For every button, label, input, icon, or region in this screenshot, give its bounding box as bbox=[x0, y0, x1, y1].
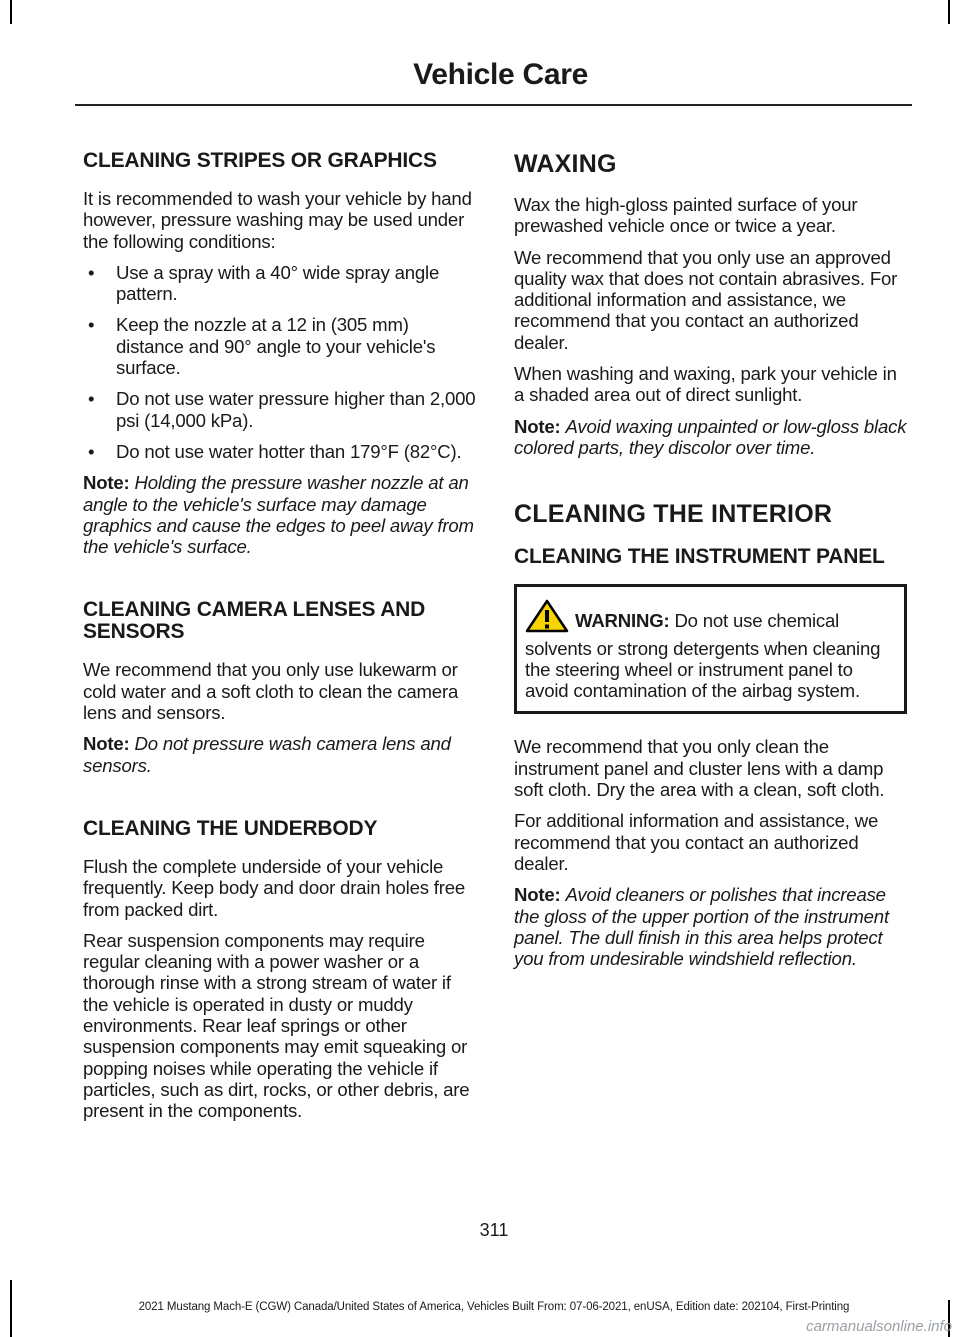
section-cleaning-stripes bbox=[83, 150, 476, 557]
stripes-note: Note: Holding the pressure washer nozzle at an angle to the vehicle's surface may damage graphics and cause the edges to peel away from the vehicle's surface. bbox=[83, 472, 474, 558]
list-item: • Do not use water pressure higher than 2,000 psi (14,000 kPa). bbox=[88, 388, 476, 431]
section-camera-lenses bbox=[83, 599, 476, 775]
stripes-intro: It is recommended to wash your vehicle by hand however, pressure washing may be used under the following conditions: bbox=[83, 188, 472, 252]
section-heading-instrument: CLEANING THE INSTRUMENT PANEL bbox=[514, 545, 885, 569]
instrument-paragraph-2: For additional information and assistance, we recommend that you contact an authorized dealer. bbox=[514, 810, 879, 874]
left-column bbox=[83, 136, 476, 1132]
crop-mark-top-left bbox=[10, 0, 12, 24]
instrument-paragraph-1: We recommend that you only clean the instrument panel and cluster lens with a damp soft cloth. Dry the area with a clean, soft cloth. bbox=[514, 736, 885, 801]
underbody-paragraph-1: Flush the complete underside of your vehicle frequently. Keep body and door drain holes free from packed dirt. bbox=[83, 855, 466, 920]
section-heading-interior: CLEANING THE INTERIOR bbox=[514, 500, 833, 529]
crop-mark-top-right bbox=[948, 0, 950, 24]
list-item: • Keep the nozzle at a 12 in (305 mm) distance and 90° angle to your vehicle's surface. bbox=[88, 314, 436, 379]
list-item: • Use a spray with a 40° wide spray angle pattern. bbox=[88, 261, 440, 305]
section-heading-camera: CLEANING CAMERA LENSES AND SENSORS bbox=[83, 598, 426, 644]
warning-triangle-icon bbox=[525, 599, 569, 637]
bullet-dot: • bbox=[88, 440, 95, 462]
bullet-dot: • bbox=[88, 261, 95, 283]
section-heading-stripes: CLEANING STRIPES OR GRAPHICS bbox=[83, 149, 437, 172]
warning-box bbox=[514, 584, 907, 714]
section-waxing bbox=[514, 150, 907, 458]
waxing-paragraph-1: Wax the high-gloss painted surface of your prewashed vehicle once or twice a year. bbox=[514, 194, 858, 237]
list-item: • Do not use water hotter than 179°F (82°C). bbox=[88, 440, 462, 462]
waxing-paragraph-3: When washing and waxing, park your vehicle in a shaded area out of direct sunlight. bbox=[514, 363, 897, 406]
bullet-dot: • bbox=[88, 388, 95, 410]
underbody-paragraph-2: Rear suspension components may require regular cleaning with a power washer or a thorough rinse with a strong stream of water if the vehicle is operated in dusty or muddy environments. Rear leaf springs or other suspension components may emit squeaking or popping noises while operating the vehicle if particles, such as dirt, rocks, or other debris, are present in the components. bbox=[83, 929, 470, 1122]
section-underbody bbox=[83, 818, 476, 1122]
footer-edition-info: 2021 Mustang Mach-E (CGW) Canada/United States of America, Vehicles Built From: 07-06-2021, enUSA, Edition date: 202104, First-Printing bbox=[138, 1301, 850, 1313]
camera-note: Note: Do not pressure wash camera lens and sensors. bbox=[83, 733, 451, 776]
warning-text: WARNING: Do not use chemical solvents or strong detergents when cleaning the steering wheel or instrument panel to avoid contamination of the airbag system. bbox=[525, 599, 896, 701]
camera-body: We recommend that you only use lukewarm or cold water and a soft cloth to clean the camera lens and sensors. bbox=[83, 659, 459, 724]
section-heading-underbody: CLEANING THE UNDERBODY bbox=[83, 816, 378, 840]
page-number: 311 bbox=[479, 1220, 509, 1240]
stripes-conditions-list bbox=[83, 262, 476, 462]
section-instrument-panel bbox=[514, 546, 907, 969]
header-divider bbox=[75, 104, 912, 106]
bullet-dot: • bbox=[88, 314, 95, 336]
waxing-note: Note: Avoid waxing unpainted or low-gloss black colored parts, they discolor over time. bbox=[514, 415, 907, 458]
watermark: carmanualsonline.info bbox=[806, 1318, 952, 1335]
section-heading-waxing: WAXING bbox=[514, 150, 617, 178]
instrument-note: Note: Avoid cleaners or polishes that increase the gloss of the upper portion of the instrument panel. The dull finish in this area helps protect you from undesirable windshield reflection. bbox=[514, 884, 889, 970]
waxing-paragraph-2: We recommend that you only use an approved quality wax that does not contain abrasives. For additional information and assistance, we recommend that you contact an authorized dealer. bbox=[514, 246, 898, 353]
right-column bbox=[514, 136, 907, 979]
page-title: Vehicle Care bbox=[413, 58, 588, 91]
